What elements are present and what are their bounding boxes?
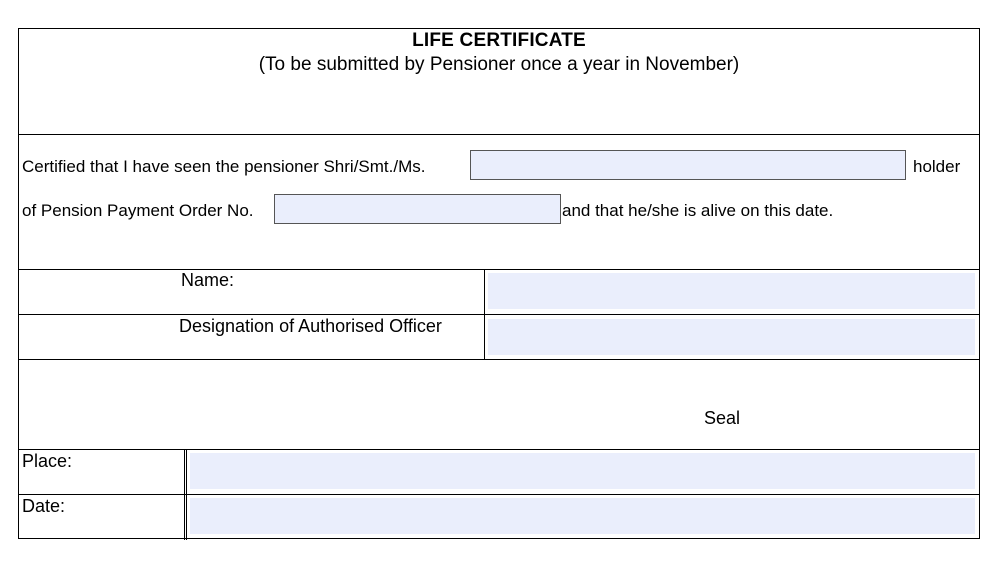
officer-name-label: Name: [181,270,235,290]
officer-designation-label: Designation of Authorised Officer [179,316,442,336]
officer-name-input[interactable] [488,273,975,309]
certification-line2-suffix: and that he/she is alive on this date. [562,201,834,220]
divider-officer-bottom [19,359,979,360]
divider-officer-rows [19,314,979,315]
divider-header [19,134,979,135]
certification-line1-suffix: holder [913,157,961,176]
divider-certification [19,269,979,270]
pensioner-name-input[interactable] [470,150,906,180]
divider-footer-rows [19,494,979,495]
date-label: Date: [22,496,66,516]
form-subtitle: (To be submitted by Pensioner once a year in November) [258,54,740,75]
seal-label: Seal [704,408,741,428]
officer-designation-input[interactable] [488,319,975,355]
life-certificate-form [18,28,980,539]
date-input[interactable] [190,498,975,534]
ppo-number-input[interactable] [274,194,561,224]
certification-line2-prefix: of Pension Payment Order No. [22,201,254,220]
divider-seal [19,449,979,450]
place-input[interactable] [190,453,975,489]
form-title: LIFE CERTIFICATE [412,30,586,51]
certification-line1-prefix: Certified that I have seen the pensioner Shri/Smt./Ms. [22,157,426,176]
place-label: Place: [22,451,73,471]
